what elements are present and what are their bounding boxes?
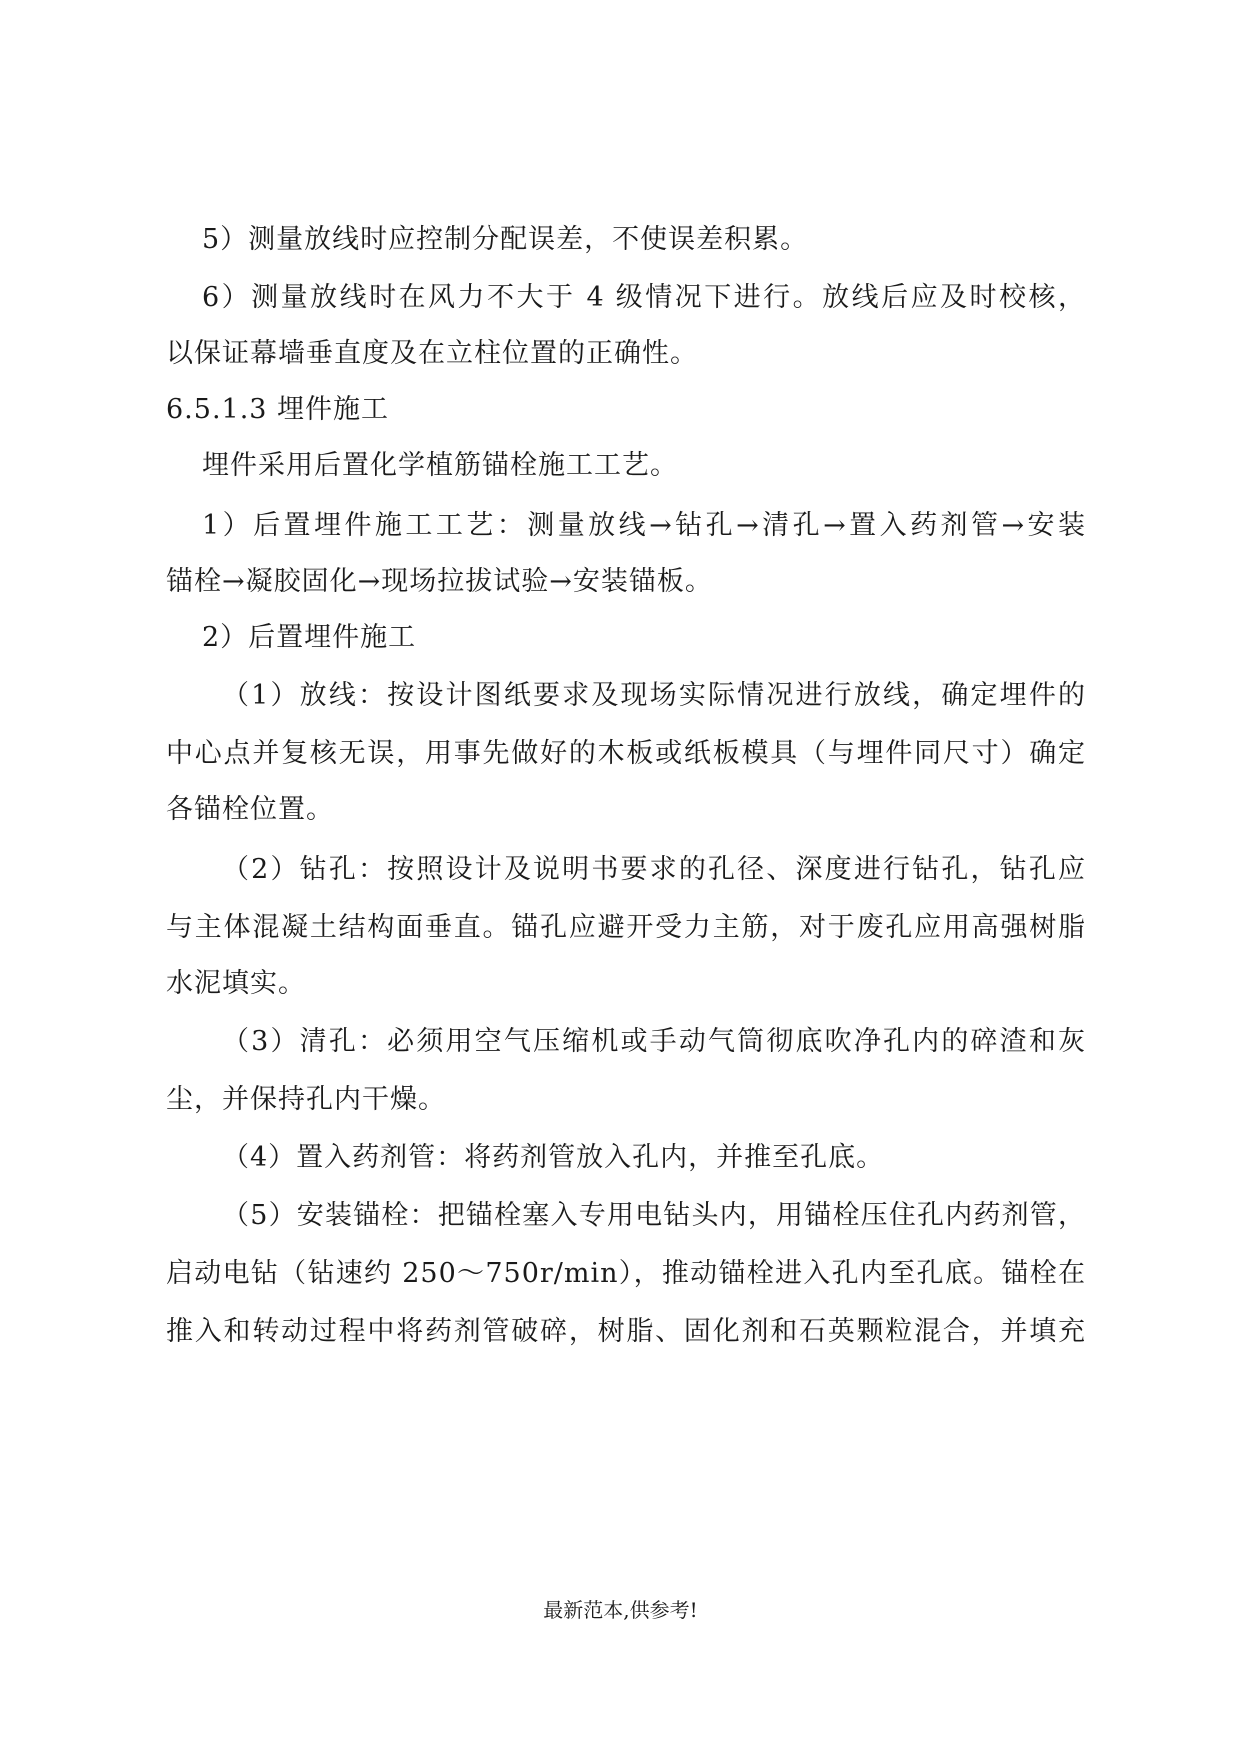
paragraph-line: 与主体混凝土结构面垂直。锚孔应避开受力主筋，对于废孔应用高强树脂 bbox=[166, 912, 1086, 943]
paragraph-line: 1）后置埋件施工工艺：测量放线→钻孔→清孔→置入药剂管→安装 bbox=[202, 510, 1086, 541]
page-footer: 最新范本,供参考! bbox=[543, 1598, 698, 1622]
paragraph-line: 推入和转动过程中将药剂管破碎，树脂、固化剂和石英颗粒混合，并填充 bbox=[166, 1316, 1086, 1347]
paragraph-line: （3）清孔：必须用空气压缩机或手动气筒彻底吹净孔内的碎渣和灰 bbox=[222, 1026, 1086, 1057]
paragraph-line: 6）测量放线时在风力不大于 4 级情况下进行。放线后应及时校核， bbox=[202, 282, 1086, 313]
paragraph-line: 水泥填实。 bbox=[166, 968, 306, 999]
paragraph-line: 尘，并保持孔内干燥。 bbox=[166, 1084, 446, 1115]
paragraph-line: 各锚栓位置。 bbox=[166, 794, 334, 825]
paragraph-line: 以保证幕墙垂直度及在立柱位置的正确性。 bbox=[166, 338, 698, 369]
paragraph-line: （1）放线：按设计图纸要求及现场实际情况进行放线，确定埋件的 bbox=[222, 680, 1086, 711]
paragraph-line: （4）置入药剂管：将药剂管放入孔内，并推至孔底。 bbox=[222, 1142, 885, 1173]
paragraph-line: （2）钻孔：按照设计及说明书要求的孔径、深度进行钻孔，钻孔应 bbox=[222, 854, 1086, 885]
paragraph-line: （5）安装锚栓：把锚栓塞入专用电钻头内，用锚栓压住孔内药剂管， bbox=[222, 1200, 1086, 1231]
paragraph-line: 启动电钻（钻速约 250～750r/min），推动锚栓进入孔内至孔底。锚栓在 bbox=[166, 1258, 1086, 1289]
paragraph-line: 2）后置埋件施工 bbox=[202, 622, 417, 653]
paragraph-line: 埋件采用后置化学植筋锚栓施工工艺。 bbox=[202, 450, 678, 481]
paragraph-line: 中心点并复核无误，用事先做好的木板或纸板模具（与埋件同尺寸）确定 bbox=[166, 738, 1086, 769]
section-heading: 6.5.1.3 埋件施工 bbox=[166, 394, 390, 425]
paragraph-line: 锚栓→凝胶固化→现场拉拔试验→安装锚板。 bbox=[166, 566, 713, 597]
paragraph-line: 5）测量放线时应控制分配误差，不使误差积累。 bbox=[202, 224, 809, 255]
